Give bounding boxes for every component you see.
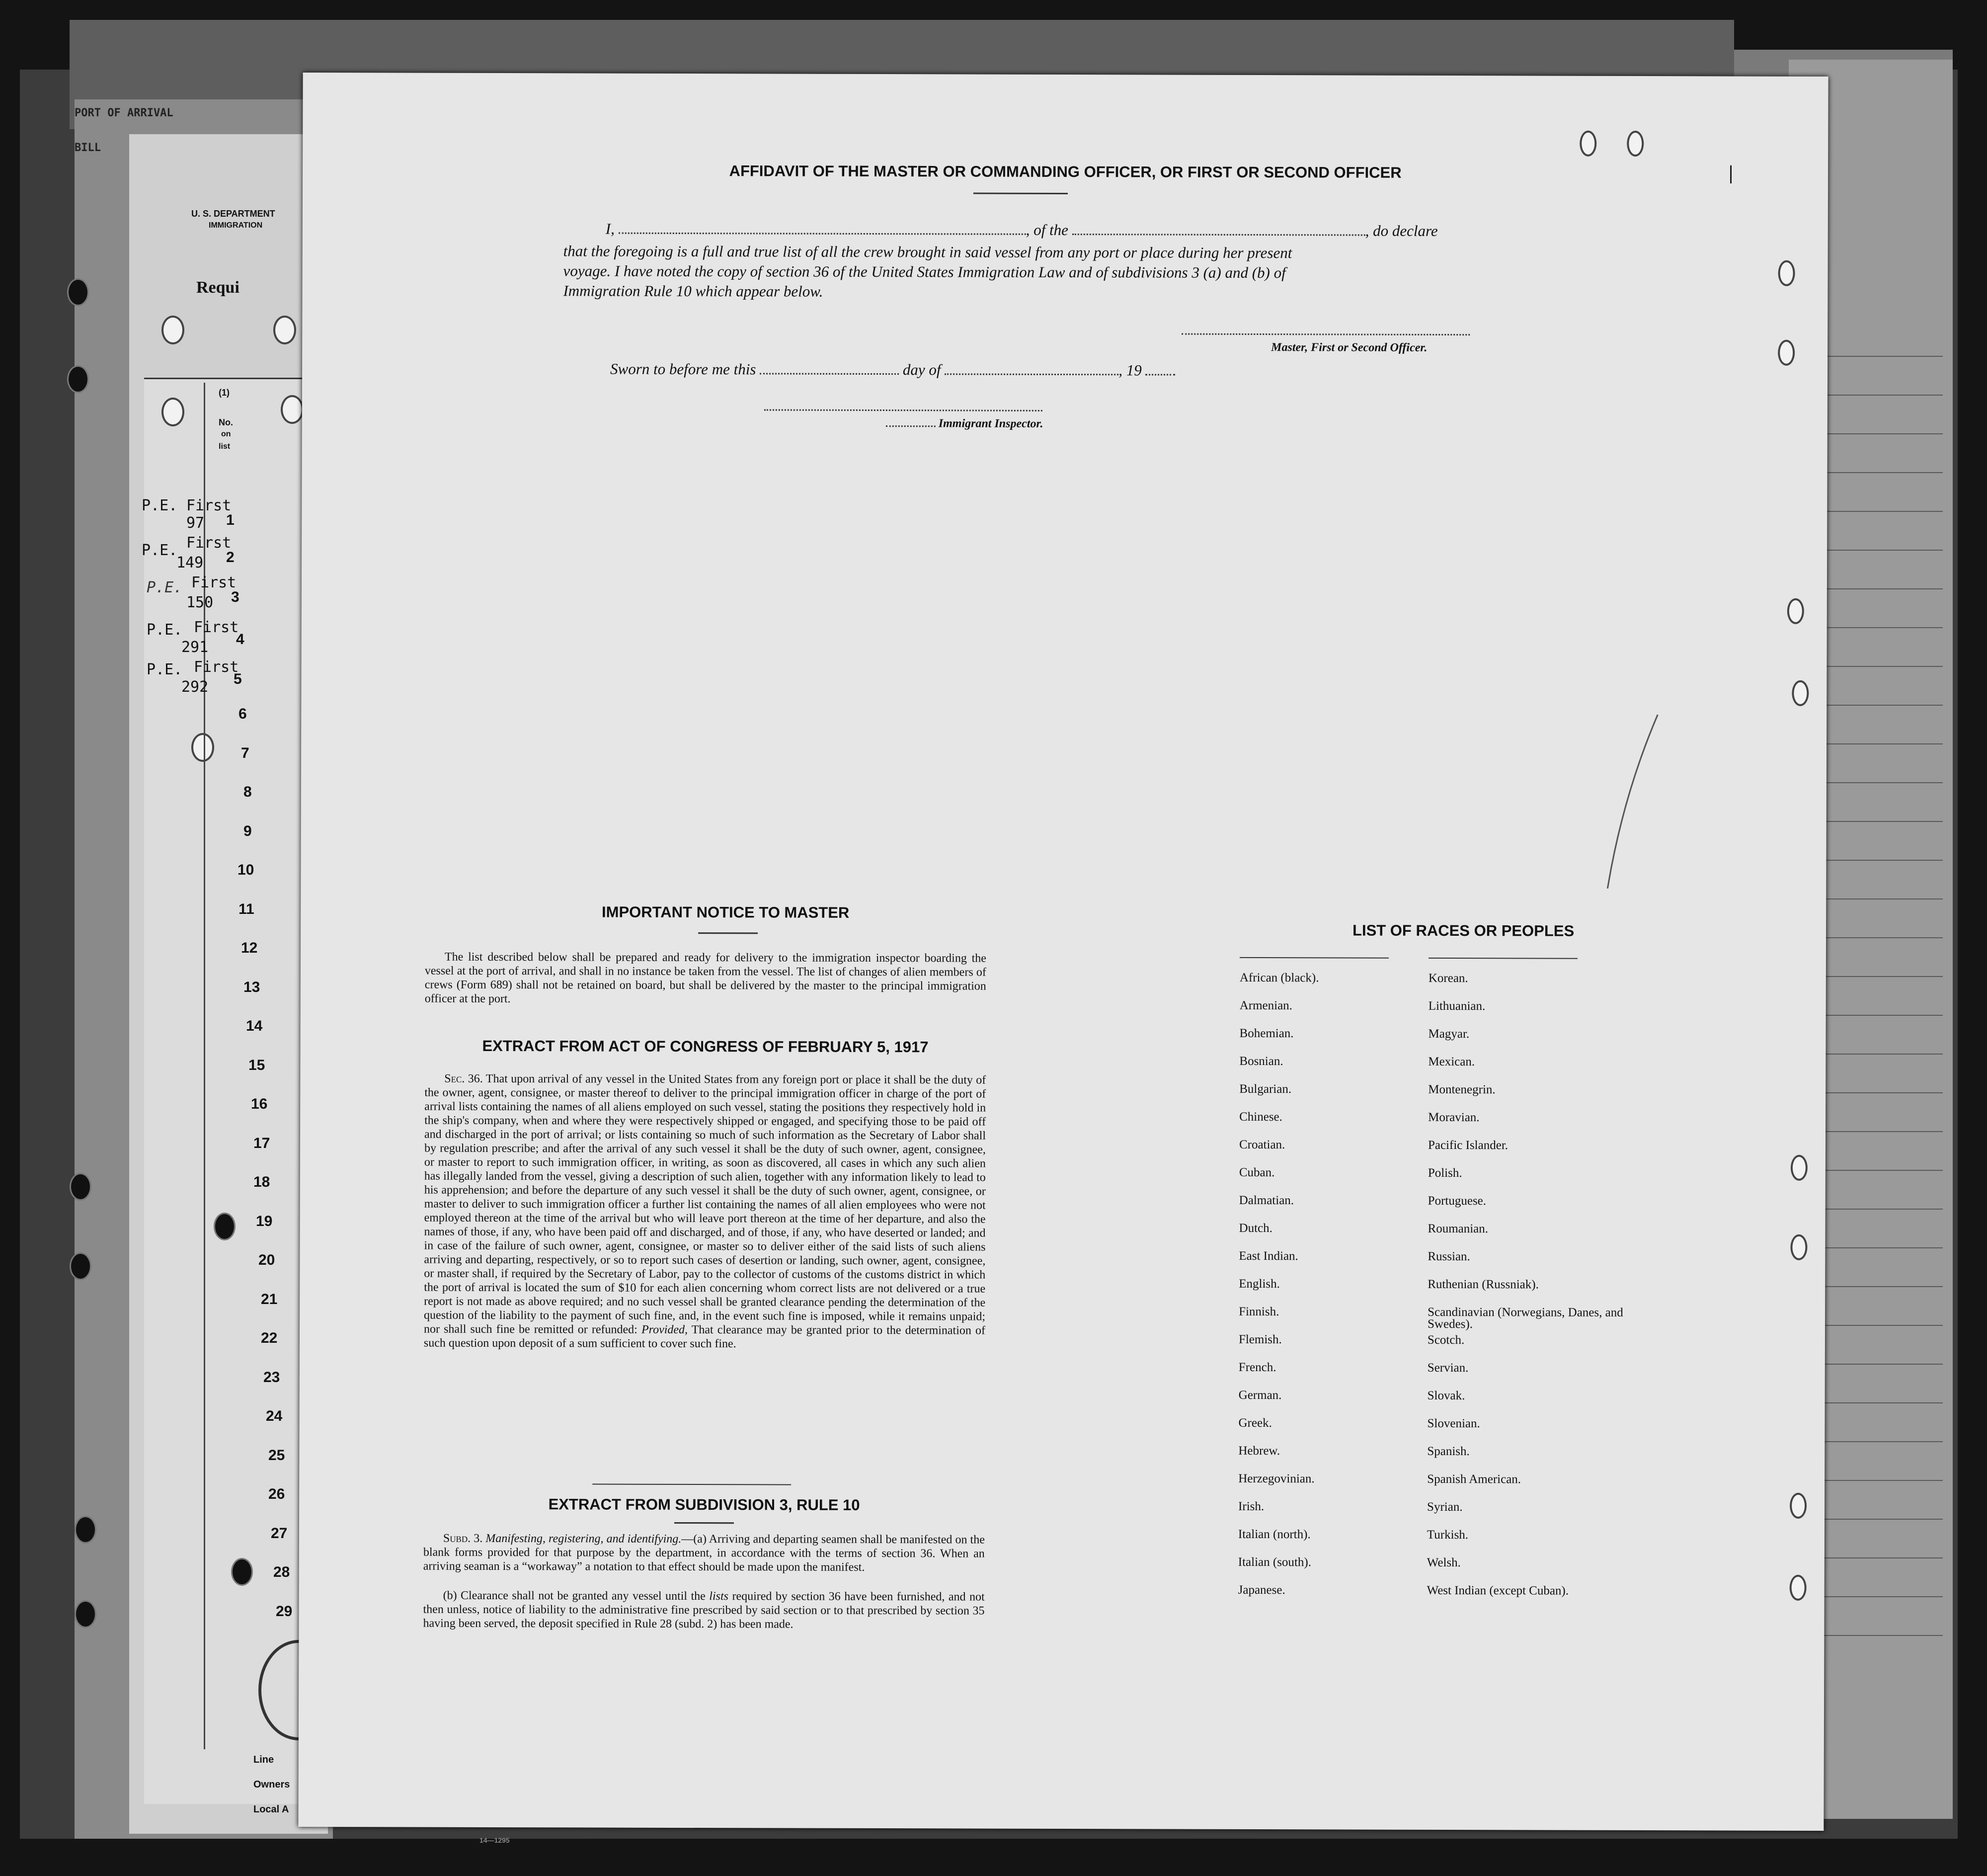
row-number: 19: [256, 1213, 273, 1229]
para-b-end: required by section 36 have been furnished, and not then unless, notice of liability to the administrative fine prescribed by said section or to that prescribed by section 35 having been served, the deposit specified in Rule 28 (subd. 2) has been made.: [423, 1590, 985, 1631]
races-title: LIST OF RACES OR PEOPLES: [1352, 921, 1575, 940]
race-item: East Indian.: [1239, 1249, 1298, 1263]
row-number: 9: [243, 822, 252, 839]
col-header-list: list: [219, 442, 231, 451]
affidavit-page: [298, 73, 1828, 1831]
binder-hole: [281, 395, 304, 424]
race-item: Armenian.: [1239, 998, 1292, 1013]
master-signature-line[interactable]: [1182, 333, 1470, 336]
row-ref: 291: [181, 639, 209, 656]
row-mark: P.E.: [147, 579, 183, 596]
row-mark: P.E.: [142, 542, 178, 559]
affidavit-line1: [606, 220, 1500, 241]
race-item: Bosnian.: [1239, 1054, 1283, 1068]
affidavit-i: I,: [605, 220, 615, 238]
race-item: Dalmatian.: [1239, 1193, 1294, 1208]
race-item: Slovenian.: [1427, 1416, 1480, 1431]
row-number: 2: [226, 549, 235, 566]
row-number: 18: [253, 1174, 270, 1190]
race-item: Russian.: [1428, 1249, 1470, 1264]
notice-title-rule: [698, 932, 758, 934]
binder-hole: [75, 1600, 96, 1628]
row-class: First: [186, 534, 232, 552]
left-column-header-rule: [144, 378, 308, 379]
extract-act-title: EXTRACT FROM ACT OF CONGRESS OF FEBRUARY 5, 1917: [482, 1037, 929, 1056]
race-item: Servian.: [1427, 1361, 1469, 1375]
pencil-stroke: [1602, 712, 1663, 891]
race-item: Roumanian.: [1428, 1222, 1489, 1236]
require-label: Requi: [196, 278, 239, 297]
binder-hole: [1791, 1155, 1808, 1181]
race-item: Turkish.: [1427, 1528, 1469, 1542]
para-b-lists: lists: [709, 1590, 729, 1603]
races-title-rule: [1240, 957, 1389, 959]
race-item: Korean.: [1428, 971, 1468, 985]
race-item: African (black).: [1239, 971, 1319, 985]
race-item: Spanish.: [1427, 1444, 1470, 1459]
race-item: West Indian (except Cuban).: [1427, 1583, 1569, 1598]
row-number: 21: [261, 1291, 278, 1307]
provided-word: Provided,: [641, 1323, 688, 1337]
row-number: 7: [241, 744, 249, 761]
sec-label: Sec. 36.: [444, 1072, 483, 1085]
binder-hole: [1792, 680, 1809, 706]
row-number: 13: [243, 979, 260, 995]
inspector-name-field[interactable]: [886, 425, 936, 427]
row-ref: 149: [176, 554, 204, 571]
affidavit-line3: voyage. I have noted the copy of section 36 of the United States Immigration Law and of subdivisions 3 (a) and (b) of: [563, 262, 1286, 282]
binder-hole: [214, 1213, 236, 1240]
race-item: Greek.: [1238, 1416, 1272, 1430]
race-item: Slovak.: [1427, 1388, 1465, 1403]
sworn-day-field[interactable]: [760, 373, 899, 375]
row-number: 17: [253, 1135, 270, 1151]
extract-rule-title: EXTRACT FROM SUBDIVISION 3, RULE 10: [548, 1495, 860, 1514]
extract-rule-para-b: [423, 1589, 984, 1632]
race-item: Ruthenian (Russniak).: [1428, 1277, 1539, 1292]
affidavit-title: AFFIDAVIT OF THE MASTER OR COMMANDING OFFICER, OR FIRST OR SECOND OFFICER: [729, 162, 1402, 181]
binder-hole: [1787, 598, 1804, 624]
row-number: 27: [271, 1525, 288, 1542]
row-number: 29: [276, 1603, 293, 1620]
race-item: Italian (south).: [1238, 1555, 1312, 1569]
vessel-name-field[interactable]: [1072, 234, 1365, 236]
sworn-year: , 19: [1118, 361, 1142, 379]
margin-mark: |: [1729, 161, 1733, 184]
row-class: First: [186, 497, 232, 514]
binder-hole: [1790, 1493, 1807, 1519]
races-left-column: [1238, 971, 1419, 1597]
race-item: Moravian.: [1428, 1110, 1480, 1125]
para-b-start: (b) Clearance shall not be granted any vessel until the: [443, 1589, 706, 1603]
row-ref: 97: [186, 514, 205, 532]
inspector-signature-line[interactable]: [764, 409, 1042, 411]
subd-heading: Manifesting, registering, and identifying.: [485, 1532, 682, 1546]
binder-hole: [1580, 131, 1596, 157]
bill-label: BILL: [75, 142, 101, 154]
col-header-1: (1): [219, 388, 230, 398]
sworn-year-field[interactable]: [1146, 374, 1176, 375]
binder-hole: [191, 733, 214, 762]
sworn-month-field[interactable]: [945, 373, 1118, 375]
race-item: Scandinavian (Norwegians, Danes, and Swedes).: [1428, 1305, 1623, 1331]
binder-hole: [67, 278, 89, 306]
affidavit-title-rule: [973, 193, 1068, 194]
row-number: 15: [248, 1057, 265, 1073]
affidavit-declare: , do declare: [1365, 222, 1438, 240]
row-number: 25: [268, 1447, 285, 1464]
affidavit-line2: that the foregoing is a full and true list of all the crew brought in said vessel from any port or place during her present: [563, 242, 1292, 262]
inspector-caption: [886, 417, 1043, 431]
sworn-text: Sworn to before me this: [610, 360, 756, 378]
binder-hole: [1778, 260, 1795, 286]
port-of-arrival-label: PORT OF ARRIVAL: [75, 107, 173, 119]
race-item: Welsh.: [1427, 1555, 1461, 1570]
row-number: 20: [258, 1252, 275, 1268]
row-number: 14: [246, 1018, 263, 1034]
race-item: Bohemian.: [1239, 1026, 1294, 1041]
sec-body-b: That clearance may be granted prior to the determination of such question upon deposit of a sum sufficient to cover such fine.: [423, 1323, 986, 1351]
race-item: Lithuanian.: [1428, 999, 1486, 1013]
race-item: Syrian.: [1427, 1500, 1463, 1514]
notice-body: The list described below shall be prepared and ready for delivery to the immigration inspector boarding the vessel at the port of arrival, and shall in no instance be taken from the vessel. The list of changes of alien members of crews (Form 689) shall not be retained on board, but shall be delivered by the master to the principal immigration officer at the port.: [424, 950, 986, 1006]
binder-hole: [75, 1516, 96, 1544]
sec-body-a: That upon arrival of any vessel in the United States from any foreign port or place it shall be the duty of the owner, agent, consignee, or master thereof to deliver to the principal immigration officer in charge of the port of arrival lists containing the names of all aliens employed on such vessel, stating the positions they respectively hold in the ship's company, when and where they were respectively shipped or engaged, and specifying those to be paid off and discharged in the port of arrival; or lists containing so much of such information as the Secretary of Labor shall by regulation prescribe; and after the arrival of any such vessel it shall be the duty of such owner, agent, consignee, or master to report to such immigration officer, in writing, as soon as discovered, all cases in which any such alien has illegally landed from the vessel, giving a description of such alien, together with any information likely to lead to his apprehension; and before the departure of any such vessel it shall be the duty of such owner, agent, consignee, or master to deliver to such immigration officer a further list containing the names of all alien employees who were not employed thereon at the time of the arrival but who will leave port thereon at the time of her departure, and also the names of those, if any, who have been paid off and discharged, and of those, if any, who have deserted or landed; and in case of the failure of such owner, agent, consignee, or master so to deliver either of the said lists of such aliens arriving and departing, respectively, or so to report such cases of desertion or landing, such owner, agent, consignee, or master shall, if required by the Secretary of Labor, pay to the collector of customs of the customs district in which the port of arrival is located the sum of $10 for each alien concerning whom correct lists are not delivered or a true report is not made as above required; and no such vessel shall be granted clearance pending the determination of the question of the liability to the payment of such fine, and, in the event such fine is imposed, while it remains unpaid; nor shall such fine be remitted or refunded:: [423, 1072, 986, 1336]
col-header-on: on: [221, 430, 231, 438]
race-item: Mexican.: [1428, 1055, 1475, 1069]
local-agent-label: Local A: [253, 1804, 289, 1815]
extract-divider-rule: [592, 1484, 791, 1485]
binder-hole: [273, 316, 296, 344]
extract-act-body: [424, 1072, 986, 1352]
race-item: Irish.: [1238, 1499, 1265, 1514]
row-number: 4: [236, 631, 244, 648]
row-number: 8: [243, 784, 252, 800]
row-mark: P.E.: [142, 497, 178, 514]
race-item: English.: [1239, 1277, 1280, 1291]
row-number: 22: [261, 1330, 278, 1346]
extract-rule-title-rule: [674, 1522, 734, 1524]
dept-label: U. S. DEPARTMENT: [191, 209, 275, 219]
col-header-no: No.: [219, 417, 233, 427]
race-item: Italian (north).: [1238, 1527, 1311, 1542]
race-item: Magyar.: [1428, 1027, 1470, 1041]
binder-hole: [161, 398, 184, 426]
binder-hole: [1790, 1575, 1807, 1601]
race-item: Japanese.: [1238, 1583, 1285, 1597]
binder-hole: [231, 1558, 253, 1586]
race-item: Spanish American.: [1427, 1472, 1521, 1486]
race-item: Cuban.: [1239, 1165, 1275, 1180]
row-mark: P.E.: [147, 621, 183, 639]
row-number: 1: [226, 512, 235, 528]
subd-label: Subd. 3.: [443, 1532, 483, 1545]
row-class: First: [194, 619, 239, 636]
race-item: Finnish.: [1239, 1305, 1279, 1319]
row-ref: 292: [181, 678, 209, 696]
sworn-day-of: day of: [902, 361, 941, 379]
race-item: German.: [1238, 1388, 1282, 1402]
binder-hole: [1778, 340, 1795, 366]
master-name-field[interactable]: [619, 233, 1026, 235]
row-number: 6: [238, 706, 247, 722]
master-caption: Master, First or Second Officer.: [1271, 341, 1428, 354]
race-item: Flemish.: [1238, 1332, 1282, 1347]
races-title-rule: [1429, 958, 1578, 959]
row-ref: 150: [186, 594, 214, 611]
binder-hole: [1790, 1234, 1807, 1260]
race-item: Dutch.: [1239, 1221, 1272, 1235]
row-number: 26: [268, 1486, 285, 1502]
form-number: 14—1295: [479, 1836, 510, 1844]
binder-hole: [161, 316, 184, 344]
binder-hole: [67, 365, 89, 393]
row-number: 23: [263, 1369, 280, 1386]
row-class: First: [191, 574, 237, 591]
affidavit-of-the: , of the: [1026, 221, 1068, 239]
row-number: 16: [251, 1096, 268, 1112]
race-item: Croatian.: [1239, 1138, 1285, 1152]
sworn-line: [610, 360, 1306, 380]
race-item: Chinese.: [1239, 1110, 1282, 1124]
row-mark: P.E.: [147, 661, 183, 678]
race-item: Scotch.: [1427, 1333, 1465, 1347]
race-item: French.: [1238, 1360, 1276, 1375]
row-number: 10: [238, 862, 254, 878]
binder-hole: [70, 1173, 91, 1201]
owners-label: Owners: [253, 1779, 290, 1790]
row-number: 12: [241, 940, 258, 956]
bureau-label: IMMIGRATION: [209, 221, 263, 230]
binder-hole: [70, 1252, 91, 1280]
race-item: Herzegovinian.: [1238, 1471, 1315, 1486]
row-number: 5: [234, 671, 242, 687]
inspector-caption-text: Immigrant Inspector.: [938, 417, 1043, 430]
row-number: 3: [231, 589, 239, 605]
race-item: Bulgarian.: [1239, 1082, 1292, 1096]
binder-hole: [1627, 131, 1644, 157]
race-item: Polish.: [1428, 1166, 1462, 1180]
notice-title: IMPORTANT NOTICE TO MASTER: [602, 903, 850, 921]
row-class: First: [194, 658, 239, 676]
row-number: 28: [273, 1564, 290, 1580]
affidavit-line4: Immigration Rule 10 which appear below.: [563, 282, 823, 300]
row-number: 11: [238, 900, 254, 917]
row-number: 24: [266, 1408, 283, 1424]
race-item: Portuguese.: [1428, 1194, 1487, 1208]
race-item: Hebrew.: [1238, 1444, 1280, 1458]
subd-para-a: —(a) Arriving and departing seamen shall be manifested on the blank forms provided for that purpose by the department, in accordance with the terms of section 36. When an arriving seaman is a “workaway” a notation to that effect should be made upon the manifest.: [423, 1532, 985, 1574]
line-label: Line: [253, 1754, 274, 1765]
extract-rule-para-a: [423, 1532, 985, 1575]
race-item: Pacific Islander.: [1428, 1138, 1509, 1152]
race-item: Montenegrin.: [1428, 1082, 1496, 1097]
